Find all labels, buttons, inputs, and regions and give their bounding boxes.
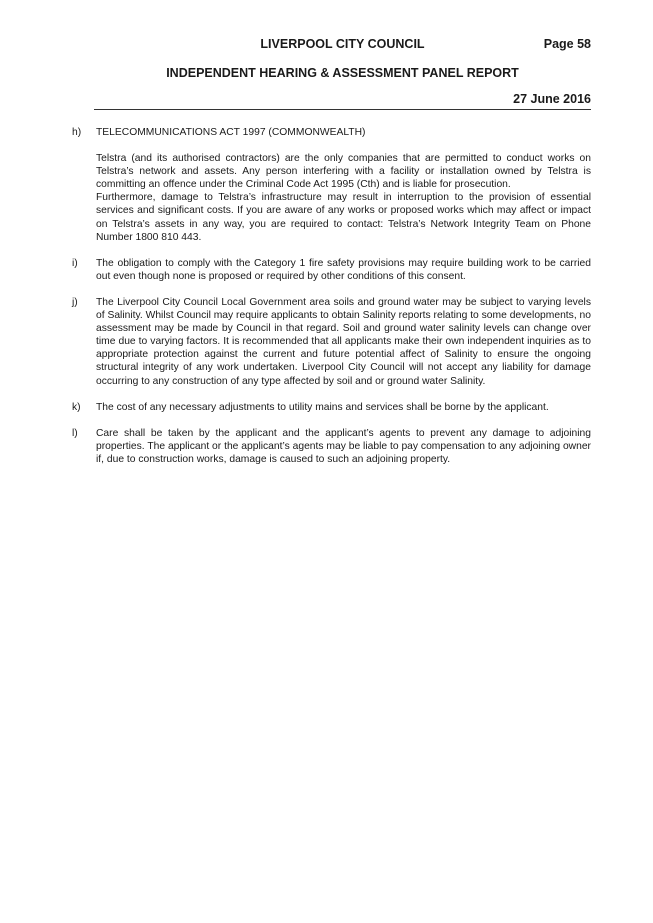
item-h	[72, 126, 591, 244]
report-date: 27 June 2016	[94, 92, 591, 110]
council-name: LIVERPOOL CITY COUNCIL	[260, 37, 425, 51]
document-body	[72, 126, 591, 479]
item-letter: j)	[72, 296, 78, 308]
item-letter: l)	[72, 427, 78, 439]
item-k	[72, 401, 591, 414]
item-heading: TELECOMMUNICATIONS ACT 1997 (COMMONWEALTH)	[96, 127, 366, 138]
paragraph: Telstra (and its authorised contractors) are the only companies that are permitted to conduct works on Telstra’s network and assets. Any person interfering with a facility or installation owned by Telstra is committing an offence under the Criminal Code Act 1995 (Cth) and is liable for prosecution.	[96, 153, 591, 191]
paragraph: Care shall be taken by the applicant and the applicant’s agents to prevent any damage to adjoining properties. The applicant or the applicant’s agents may be liable to pay compensation to any adjoining owner if, due to construction works, damage is caused to such an adjoining property.	[96, 427, 591, 465]
page-number: Page 58	[543, 37, 591, 51]
item-l	[72, 427, 591, 466]
item-letter: h)	[72, 127, 82, 138]
item-letter: k)	[72, 401, 81, 413]
item-j	[72, 296, 591, 388]
header-row	[94, 34, 591, 54]
paragraph: The Liverpool City Council Local Government area soils and ground water may be subject to varying levels of Salinity. Whilst Council may require applicants to obtain Salinity reports relating to some developments, no assessment may be made by Council in that regard. Soil and ground water salinity levels can change over time due to varying factors. It is recommended that all applicants make their own independent inquiries as to appropriate protection against the current and future potential affect of Salinity to ensure the ongoing structural integrity of any work undertaken. Liverpool City Council will not accept any liability for damage occurring to any construction of any type affected by soil and or ground water Salinity.	[96, 296, 591, 387]
paragraph: The obligation to comply with the Category 1 fire safety provisions may require building work to be carried out even though none is proposed or required by other conditions of this consent.	[96, 257, 591, 282]
paragraph: Furthermore, damage to Telstra’s infrastructure may result in interruption to the provision of essential services and significant costs. If you are aware of any works or proposed works which may affect or impact on Telstra’s assets in any way, you are required to contact: Telstra’s Network Integrity Team on Phone Number 1800 810 443.	[96, 192, 591, 243]
item-letter: i)	[72, 257, 78, 269]
item-i	[72, 257, 591, 283]
paragraph: The cost of any necessary adjustments to utility mains and services shall be borne by the applicant.	[96, 401, 549, 413]
report-title: INDEPENDENT HEARING & ASSESSMENT PANEL REPORT	[166, 66, 519, 80]
page-header	[94, 34, 591, 110]
